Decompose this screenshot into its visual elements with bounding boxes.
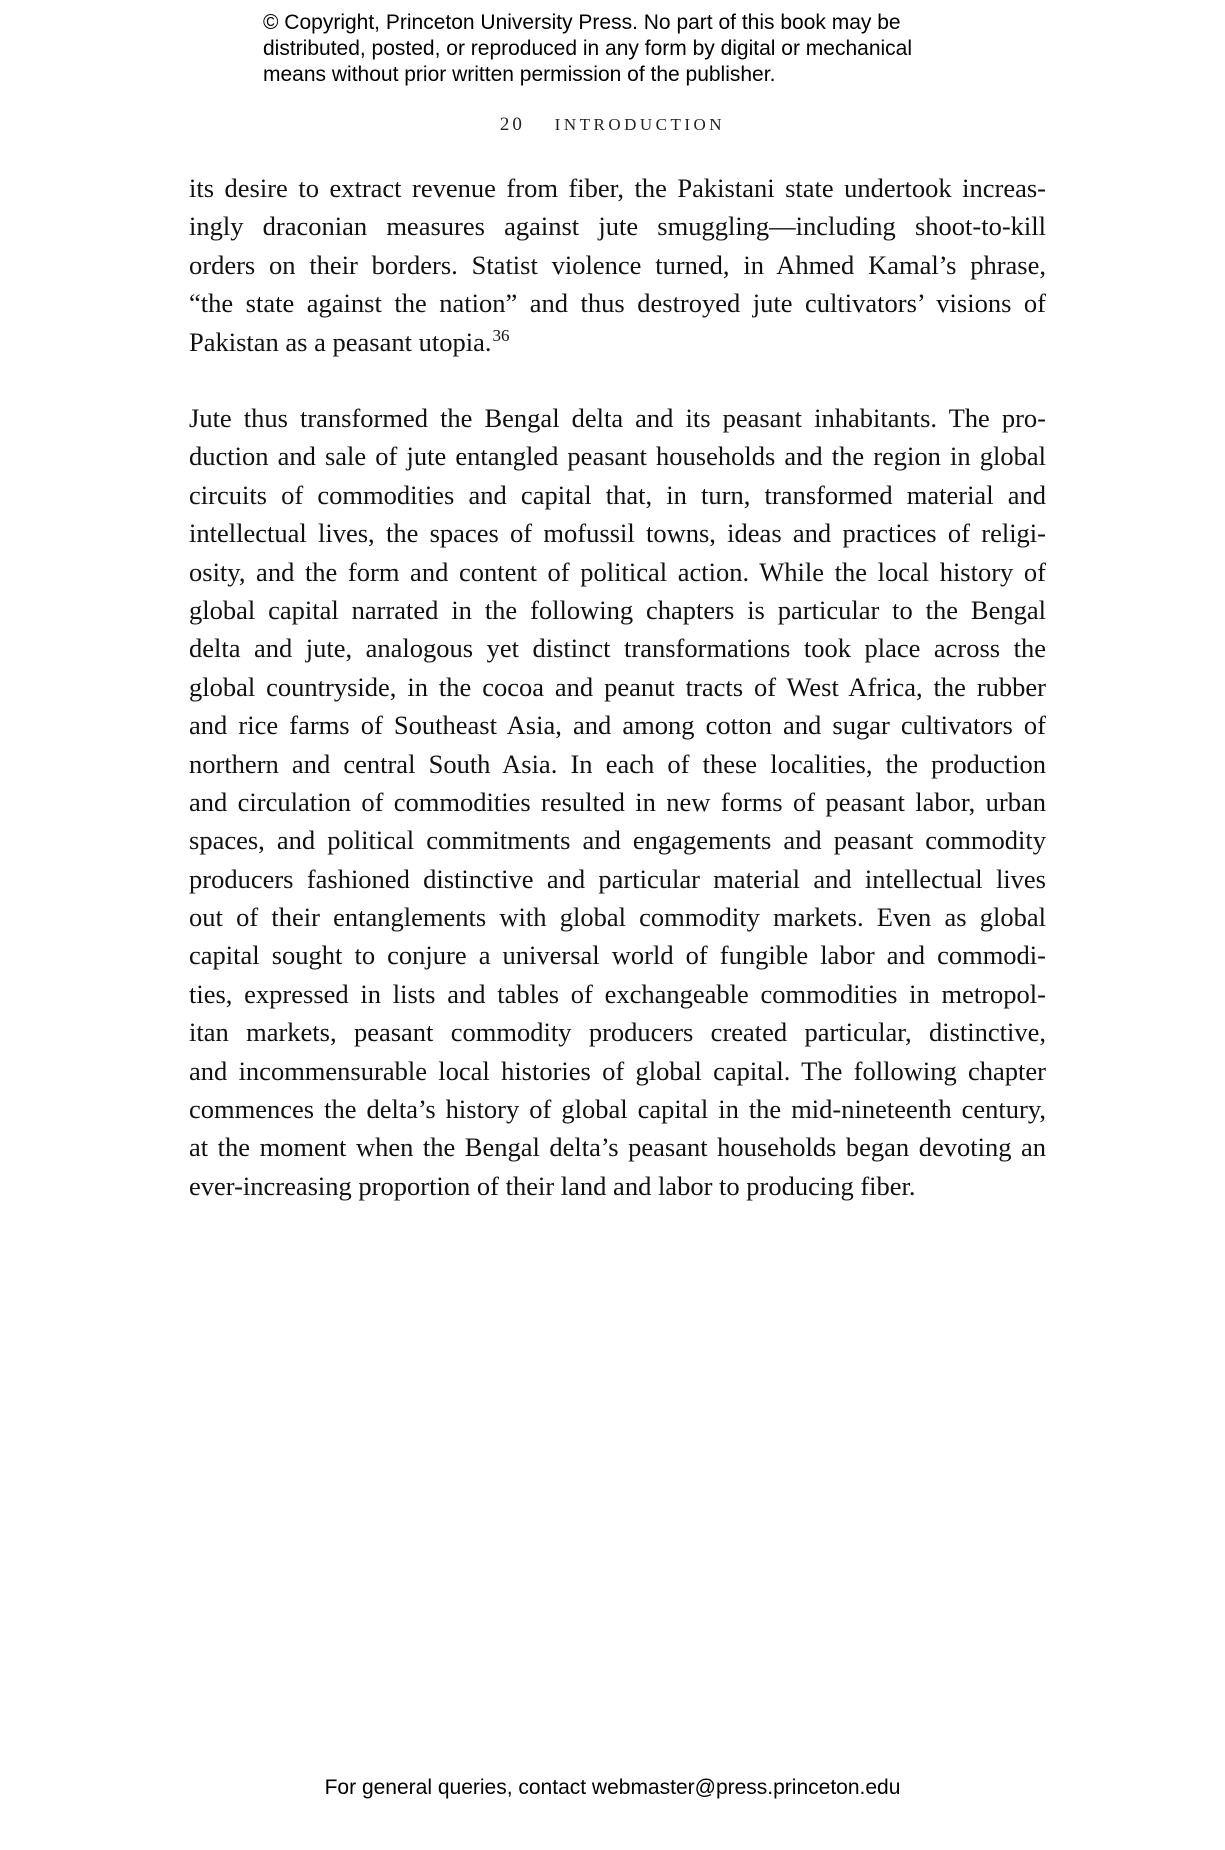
text-line: duction and sale of jute entangled peasant households and the region in global: [189, 441, 1046, 472]
text-line: global countryside, in the cocoa and peanut tracts of West Africa, the rubber: [189, 671, 1046, 702]
text-line-content: Pakistan as a peasant utopia.: [189, 326, 492, 357]
text-line: delta and jute, analogous yet distinct transformations took place across the: [189, 633, 1046, 664]
text-line-last: ever-increasing proportion of their land and labor to producing fiber.: [189, 1170, 916, 1201]
copyright-line: means without prior written permission of the publisher.: [263, 63, 776, 86]
text-line: capital sought to conjure a universal world of fungible labor and commodi-: [189, 940, 1046, 971]
text-line: ingly draconian measures against jute smuggling—including shoot-to-kill: [189, 211, 1046, 242]
copyright-line: © Copyright, Princeton University Press. No part of this book may be: [263, 11, 901, 34]
section-title: INTRODUCTION: [554, 115, 726, 134]
text-line: at the moment when the Bengal delta’s peasant households began devoting an: [189, 1132, 1046, 1163]
paragraph-1: [189, 169, 1046, 361]
text-line: circuits of commodities and capital that, in turn, transformed material and: [189, 479, 1046, 510]
text-line: its desire to extract revenue from fiber, the Pakistani state undertook increas-: [189, 173, 1046, 203]
footnote-reference[interactable]: 36: [492, 325, 510, 345]
text-line: “the state against the nation” and thus destroyed jute cultivators’ visions of: [189, 288, 1046, 319]
text-line: commences the delta’s history of global capital in the mid-nineteenth century,: [189, 1094, 1046, 1125]
copyright-line: distributed, posted, or reproduced in any form by digital or mechanical: [263, 37, 913, 60]
text-line: osity, and the form and content of political action. While the local history of: [189, 556, 1046, 587]
footer-contact: [0, 1776, 1225, 1800]
footer-text: For general queries, contact webmaster@press.princeton.edu: [324, 1776, 901, 1799]
text-line: and rice farms of Southeast Asia, and among cotton and sugar cultivators of: [189, 710, 1046, 741]
text-line: producers fashioned distinctive and particular material and intellectual lives: [189, 863, 1046, 894]
text-line: out of their entanglements with global commodity markets. Even as global: [189, 902, 1046, 933]
text-line: ties, expressed in lists and tables of exchangeable commodities in metropol-: [189, 978, 1046, 1009]
page-number: 20: [499, 114, 525, 135]
text-line: orders on their borders. Statist violence turned, in Ahmed Kamal’s phrase,: [189, 249, 1046, 280]
text-line: spaces, and political commitments and engagements and peasant commodity: [189, 825, 1046, 856]
running-head: [0, 114, 1225, 136]
text-line: and circulation of commodities resulted in new forms of peasant labor, urban: [189, 786, 1046, 817]
text-line: intellectual lives, the spaces of mofussil towns, ideas and practices of religi-: [189, 518, 1046, 549]
paragraph-2: [189, 399, 1046, 1205]
text-line: northern and central South Asia. In each of these localities, the production: [189, 748, 1046, 779]
text-line: Jute thus transformed the Bengal delta and its peasant inhabitants. The pro-: [189, 403, 1046, 433]
copyright-notice: [263, 10, 1023, 88]
text-line-last: [189, 323, 1046, 361]
text-line: and incommensurable local histories of global capital. The following chapter: [189, 1055, 1046, 1086]
text-line: itan markets, peasant commodity producers created particular, distinctive,: [189, 1017, 1046, 1048]
text-line: global capital narrated in the following chapters is particular to the Bengal: [189, 594, 1046, 625]
